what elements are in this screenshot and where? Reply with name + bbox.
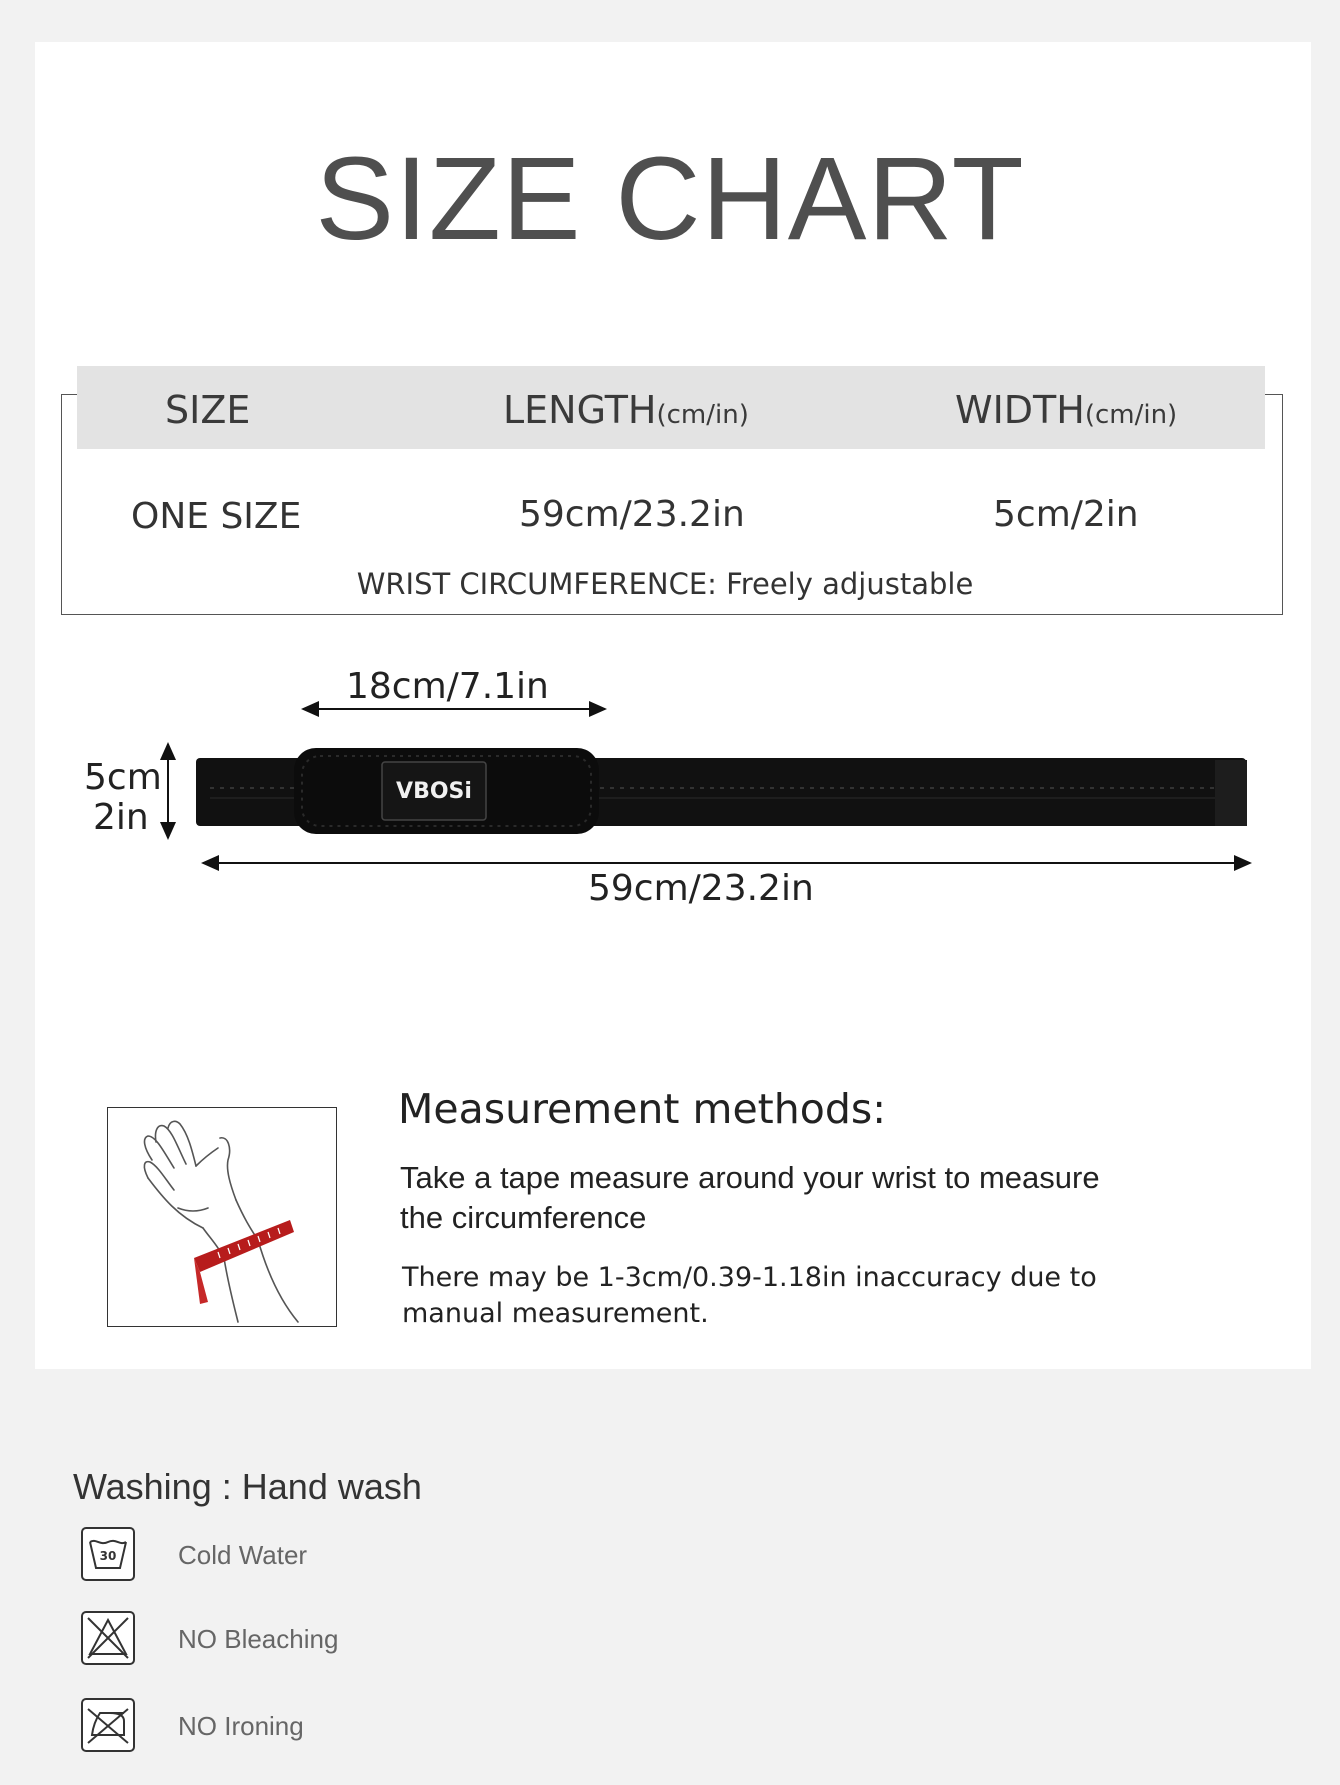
wash-temperature-text: 30 [99, 1549, 117, 1563]
page-title: SIZE CHART [315, 133, 1025, 265]
cell-length: 59cm/23.2in [519, 494, 745, 535]
measurement-accuracy-note: There may be 1-3cm/0.39-1.18in inaccuracy due to manual measurement. [402, 1262, 1097, 1329]
no-bleach-icon [80, 1610, 136, 1666]
wrist-strap-image [70, 730, 1270, 840]
header-length-label: LENGTH [503, 388, 657, 432]
hand-tape-icon [108, 1108, 336, 1326]
header-width-unit: (cm/in) [1084, 400, 1178, 430]
wash-30-icon [80, 1526, 136, 1582]
header-size-label: SIZE [165, 388, 251, 432]
width-in-label: 2in [93, 797, 149, 838]
width-cm-label: 5cm [84, 757, 162, 798]
wrist-measure-illustration [107, 1107, 337, 1327]
washing-separator: : [221, 1466, 232, 1507]
total-length-label: 59cm/23.2in [588, 868, 814, 909]
pad-length-label: 18cm/7.1in [346, 666, 549, 707]
no-iron-icon [80, 1697, 136, 1753]
wrist-circumference-note: WRIST CIRCUMFERENCE: Freely adjustable [356, 567, 974, 601]
washing-label: Washing [73, 1466, 212, 1507]
cell-width: 5cm/2in [993, 494, 1139, 535]
header-length-unit: (cm/in) [656, 400, 749, 430]
washing-heading [73, 1466, 422, 1508]
care-label-cold-water: Cold Water [178, 1540, 308, 1570]
washing-value: Hand wash [241, 1466, 422, 1507]
care-label-no-ironing: NO Ironing [178, 1711, 304, 1741]
measurement-instructions: Take a tape measure around your wrist to measure the circumference [400, 1160, 1100, 1235]
header-width-label: WIDTH [955, 388, 1085, 432]
brand-logo: VBOSi [396, 779, 472, 804]
measurement-title: Measurement methods: [398, 1085, 887, 1133]
cell-size: ONE SIZE [131, 496, 302, 537]
care-label-no-bleaching: NO Bleaching [178, 1624, 339, 1654]
